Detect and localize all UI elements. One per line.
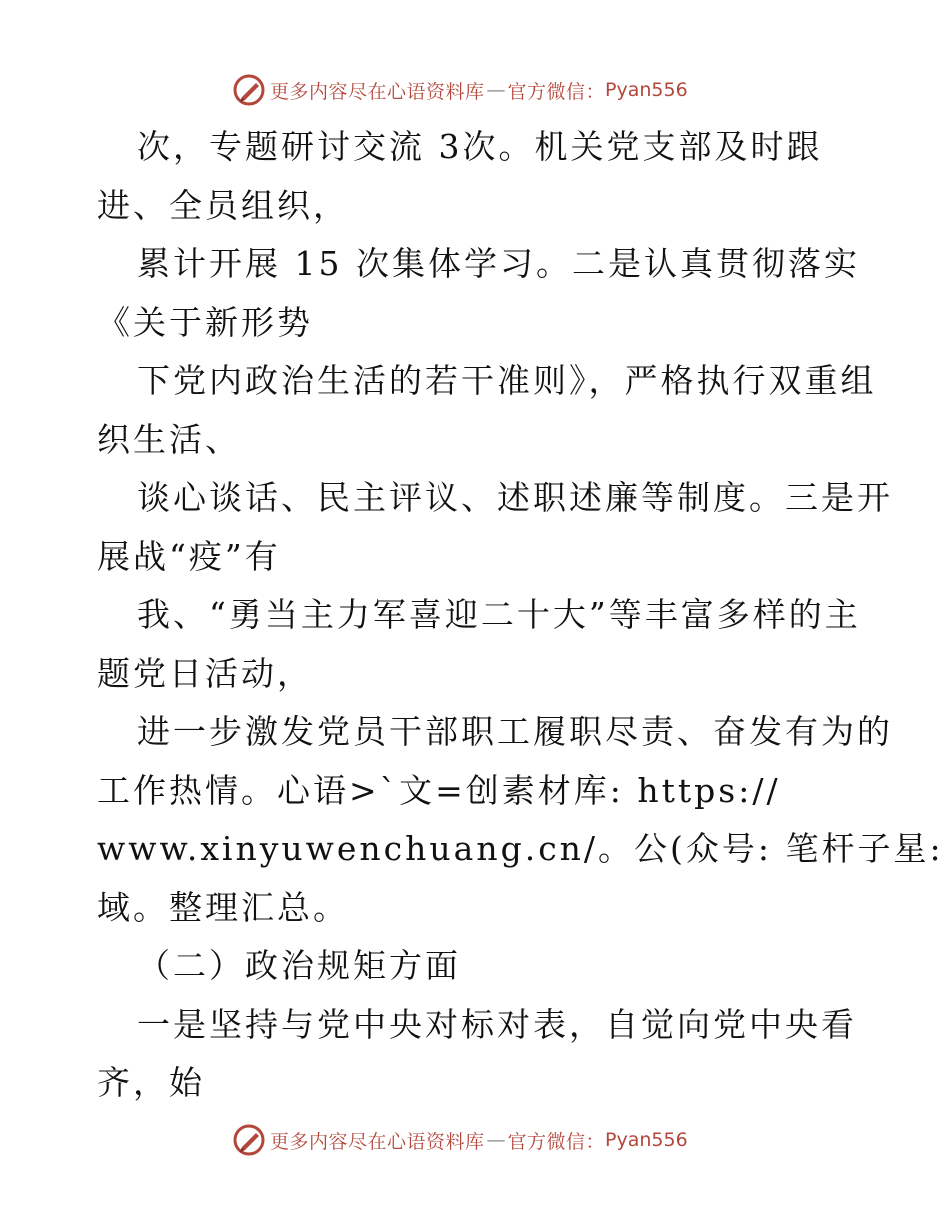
watermark-id: Pyan556 [605, 79, 688, 101]
watermark-contact: 官方微信： [507, 1130, 606, 1153]
text-line: 织生活、 [97, 420, 241, 459]
pen-logo-icon [232, 1123, 266, 1157]
text-line: 工作热情。心语>`文=创素材库: https:// [97, 771, 781, 810]
text-line: 累计开展 15 次集体学习。二是认真贯彻落实 [137, 244, 860, 283]
watermark-contact: 官方微信： [507, 80, 606, 103]
watermark-id: Pyan556 [605, 1129, 688, 1151]
text-line: 一是坚持与党中央对标对表，自觉向党中央看 [137, 1005, 857, 1044]
watermark-separator: — [486, 79, 506, 101]
text-line: 《关于新形势 [97, 303, 313, 342]
text-line: 次，专题研讨交流 3次。机关党支部及时跟 [137, 127, 823, 166]
text-line: 进、全员组织， [97, 186, 349, 225]
text-line: 进一步激发党员干部职工履职尽责、奋发有为的 [137, 712, 893, 751]
text-line: 域。整理汇总。 [97, 888, 349, 927]
header-watermark [232, 72, 732, 108]
watermark-text: 更多内容尽在心语资料库 [270, 1130, 485, 1153]
text-line: www.xinyuwenchuang.cn/。公(众号: 笔杆子星: [97, 829, 944, 868]
text-line: 展战“疫”有 [97, 537, 281, 576]
watermark-separator: — [486, 1129, 506, 1151]
text-line: 谈心谈话、民主评议、述职述廉等制度。三是开 [137, 478, 893, 517]
text-line: 我、“勇当主力军喜迎二十大”等丰富多样的主 [137, 595, 861, 634]
section-heading: （二）政治规矩方面 [137, 946, 461, 985]
text-line: 下党内政治生活的若干准则》，严格执行双重组 [137, 361, 877, 400]
text-line: 题党日活动， [97, 654, 313, 693]
footer-watermark [232, 1122, 732, 1158]
watermark-text: 更多内容尽在心语资料库 [270, 80, 485, 103]
text-line: 齐，始 [97, 1063, 205, 1102]
pen-logo-icon [232, 73, 266, 107]
